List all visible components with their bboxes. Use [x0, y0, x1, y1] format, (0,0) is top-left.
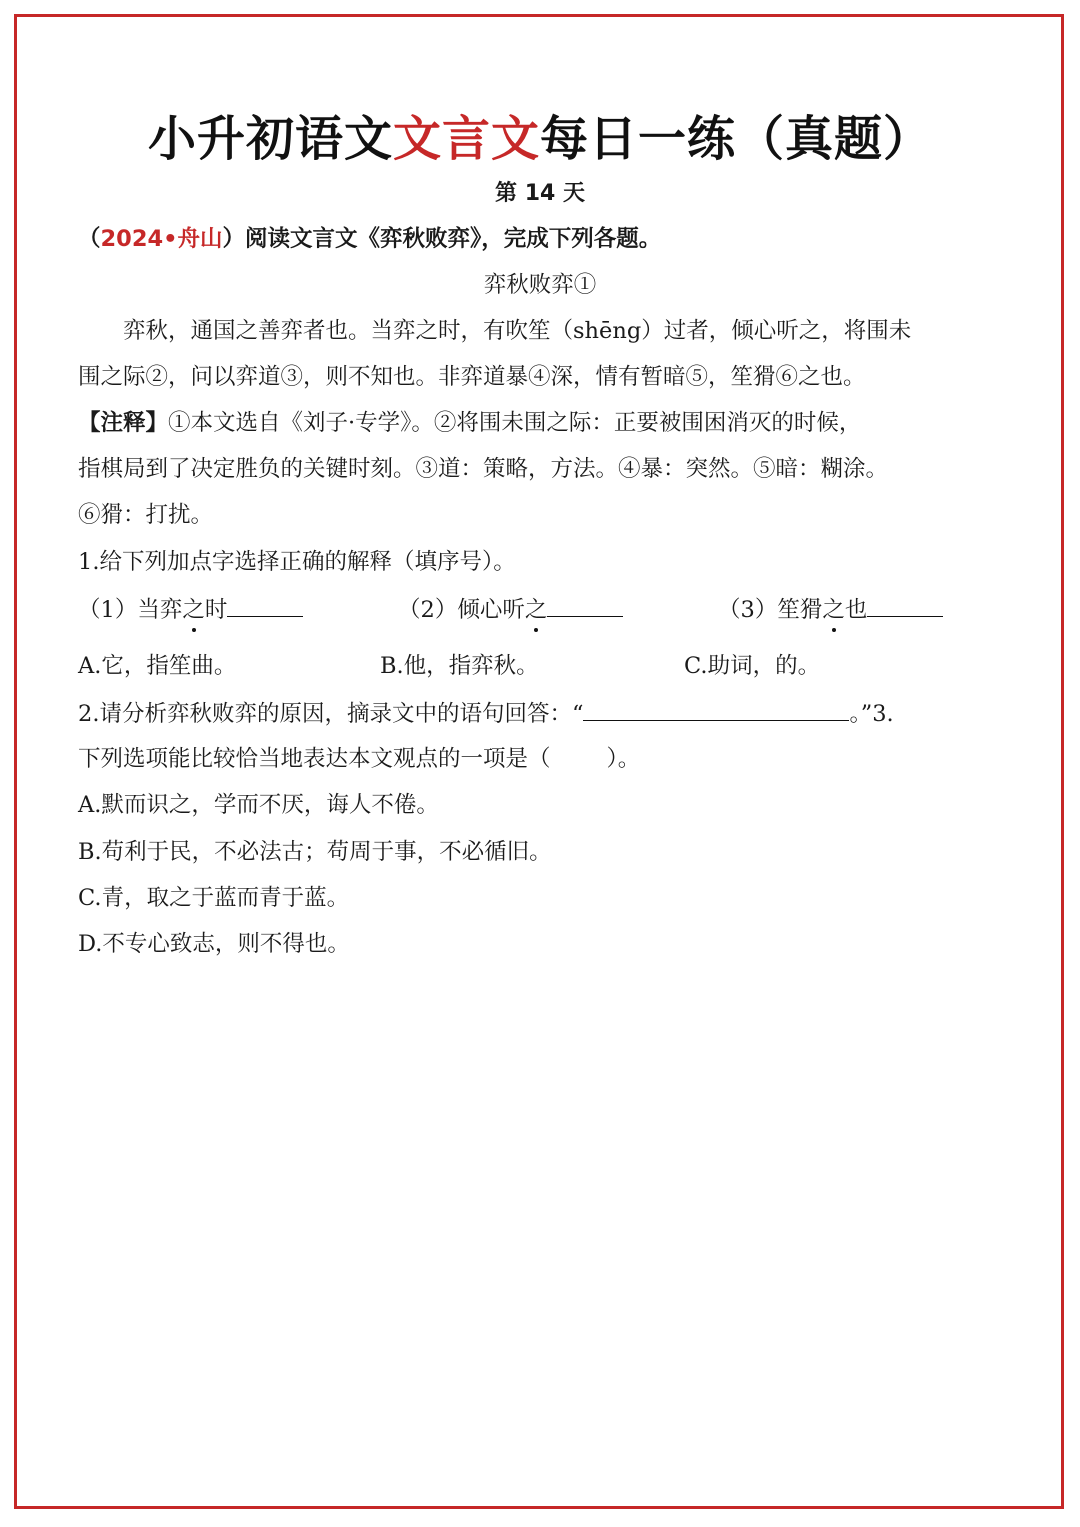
- intro-line: [78, 224, 1008, 254]
- title-part1: 小升初语文: [147, 111, 393, 167]
- intro-source: 2024•舟山: [100, 226, 223, 252]
- day-label: 第 14 天: [495, 181, 585, 206]
- question-1-stem: 1.给下列加点字选择正确的解释（填序号）。: [78, 549, 516, 575]
- notes-line-3: ⑥猾：打扰。: [78, 502, 214, 528]
- question-1-item-3: （3）笙猾之也: [718, 594, 1018, 625]
- passage-title: 弈秋败弈①: [483, 272, 597, 298]
- dotted-char: 之: [524, 597, 548, 623]
- notes-line-1: [78, 408, 1008, 438]
- dotted-char: 之: [182, 597, 205, 623]
- page-title: [0, 100, 1080, 169]
- question-3-option-b: B.苟利于民，不必法古；苟周于事，不必循旧。: [78, 839, 552, 865]
- intro-open-paren: （: [78, 226, 101, 252]
- question-1-item-1: （1）当弈之时: [78, 594, 378, 625]
- title-highlight: 文言文: [392, 111, 540, 167]
- question-3-option-c: C.青，取之于蓝而青于蓝。: [78, 885, 350, 911]
- question-3-option-d: D.不专心致志，则不得也。: [78, 931, 350, 957]
- question-2-stem: 2.请分析弈秋败弈的原因，摘录文中的语句回答：“: [78, 701, 584, 727]
- question-1-option-b: B.他，指弈秋。: [380, 653, 539, 679]
- passage-line-2: 围之际②，问以弈道③，则不知也。非弈道暴④深，情有暂暗⑤，笙猾⑥之也。: [78, 364, 866, 390]
- passage-line-1: 弈秋，通国之善弈者也。当弈之时，有吹笙（shēng）过者，倾心听之，将围未: [78, 318, 912, 344]
- notes-text-1: ①本文选自《刘子·专学》。②将围未围之际：正要被围困消灭的时候，: [168, 410, 862, 436]
- question-3-stem: 下列选项能比较恰当地表达本文观点的一项是（ ）。: [78, 746, 641, 772]
- dotted-char: 之: [822, 597, 845, 623]
- question-1-option-c: C.助词，的。: [684, 653, 821, 679]
- question-1-option-a: A.它，指笙曲。: [78, 653, 237, 679]
- title-part3: 每日一练（真题）: [540, 111, 933, 167]
- question-2-end: 。”3.: [849, 701, 894, 727]
- answer-blank-2[interactable]: [547, 594, 623, 617]
- answer-blank-1[interactable]: [227, 594, 303, 617]
- notes-line-2: 指棋局到了决定胜负的关键时刻。③道：策略，方法。④暴：突然。⑤暗：糊涂。: [78, 456, 889, 482]
- question-3-option-a: A.默而识之，学而不厌，诲人不倦。: [78, 792, 439, 818]
- question-1-item-2: （2）倾心听之: [398, 594, 698, 625]
- answer-blank-q2[interactable]: [583, 698, 849, 721]
- notes-label: 【注释】: [78, 410, 169, 436]
- answer-blank-3[interactable]: [867, 594, 943, 617]
- intro-rest: ）阅读文言文《弈秋败弈》，完成下列各题。: [222, 226, 662, 252]
- question-2-line: [78, 698, 1008, 729]
